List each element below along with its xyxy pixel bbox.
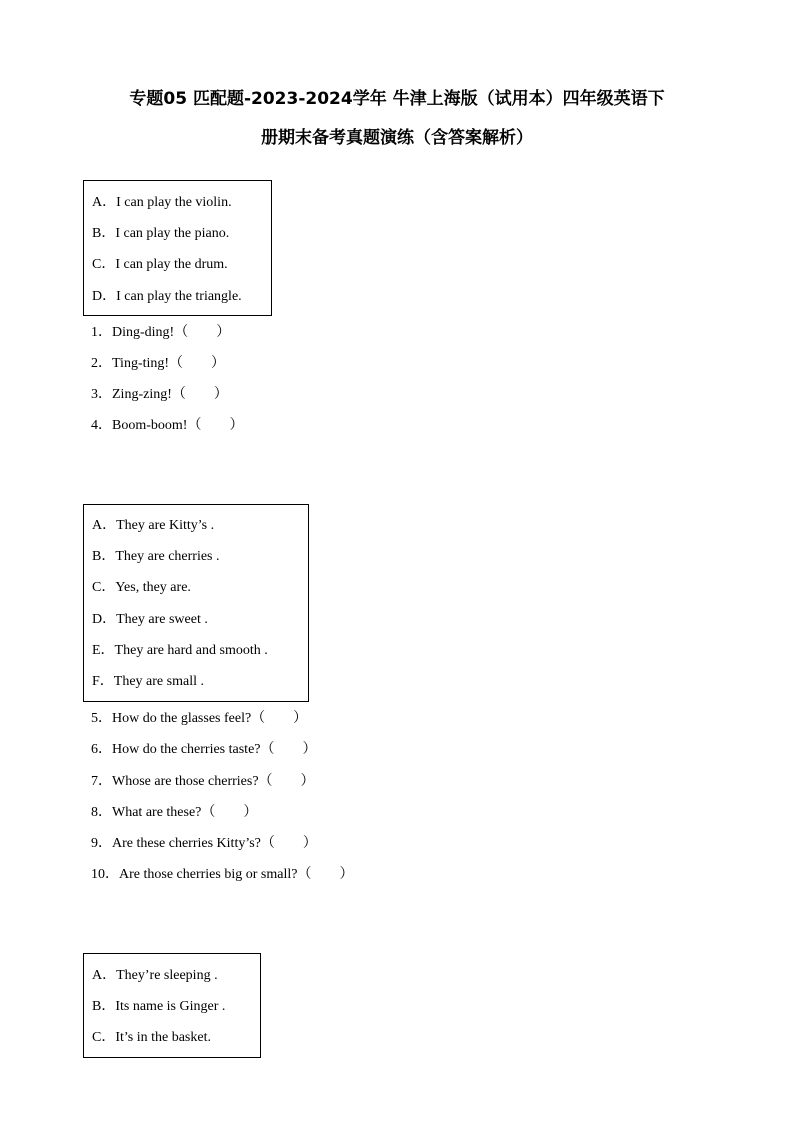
option-f: F．They are small .: [92, 674, 204, 689]
question-3: 3．Zing-zing!（ ）: [91, 387, 228, 402]
option-a: A．I can play the violin.: [92, 195, 232, 210]
document-title-line-2: 册期末备考真题演练（含答案解析）: [261, 128, 533, 148]
options-box-2: [83, 504, 309, 702]
option-e: E．They are hard and smooth .: [92, 643, 268, 658]
question-7: 7．Whose are those cherries?（ ）: [91, 774, 315, 789]
option-b: B．Its name is Ginger .: [92, 999, 226, 1014]
question-9: 9．Are these cherries Kitty’s?（ ）: [91, 836, 317, 851]
option-c: C．It’s in the basket.: [92, 1030, 211, 1045]
options-box-1: [83, 180, 272, 316]
option-b: B．I can play the piano.: [92, 226, 230, 241]
option-d: D．I can play the triangle.: [92, 289, 242, 304]
option-c: C．Yes, they are.: [92, 580, 191, 595]
option-d: D．They are sweet .: [92, 612, 208, 627]
option-a: A．They are Kitty’s .: [92, 518, 215, 533]
option-b: B．They are cherries .: [92, 549, 220, 564]
option-c: C．I can play the drum.: [92, 257, 228, 272]
question-10: 10．Are those cherries big or small?（ ）: [91, 867, 354, 882]
question-4: 4．Boom-boom!（ ）: [91, 418, 244, 433]
question-8: 8．What are these?（ ）: [91, 805, 258, 820]
options-box-3: [83, 953, 261, 1058]
question-1: 1．Ding-ding!（ ）: [91, 325, 231, 340]
question-2: 2．Ting-ting!（ ）: [91, 356, 226, 371]
option-a: A．They’re sleeping .: [92, 968, 218, 983]
question-5: 5．How do the glasses feel?（ ）: [91, 711, 308, 726]
document-title-line-1: 专题05 匹配题-2023-2024学年 牛津上海版（试用本）四年级英语下: [129, 89, 665, 109]
question-6: 6．How do the cherries taste?（ ）: [91, 742, 317, 757]
